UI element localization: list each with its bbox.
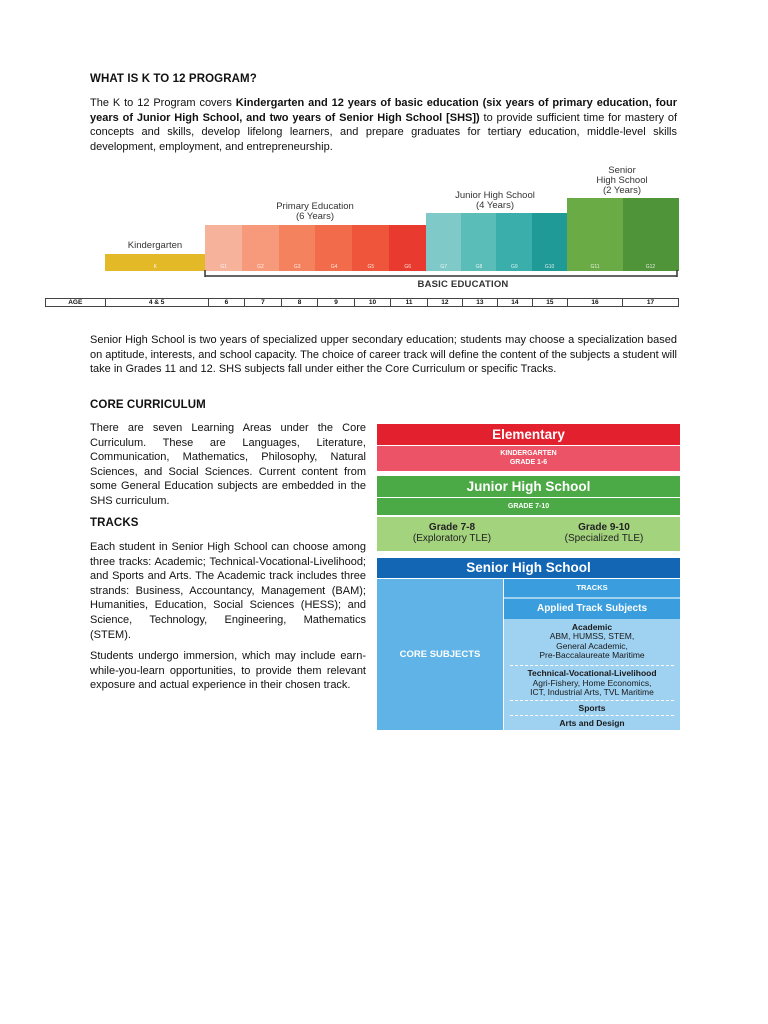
stair-step-g8 xyxy=(461,213,497,271)
divider-academic-tvl xyxy=(510,665,674,666)
age-header: AGE xyxy=(46,299,106,306)
elementary-band: Elementary xyxy=(377,424,680,445)
grade-9-10-title: Grade 9-10 xyxy=(578,522,630,533)
academic-line-1: ABM, HUMSS, STEM, xyxy=(549,631,635,642)
age-cell: 4 & 5 xyxy=(106,299,209,306)
immersion-paragraph: Students undergo immersion, which may include earn-while-you-learn opportunities, to provide them relevant exposure and actual experience in their chosen track. xyxy=(90,650,366,692)
age-cell: 7 xyxy=(245,299,282,306)
stair-step-grade-label: G9 xyxy=(510,264,518,270)
page-heading: WHAT IS K TO 12 PROGRAM? xyxy=(90,73,257,85)
stair-step-grade-label: G5 xyxy=(367,264,375,270)
academic-title: Academic xyxy=(571,622,613,632)
intro-bold-text: Kindergarten and 12 years of basic education (six years of primary education, four years of Junior High School, and two years of Senior High School [SHS]) xyxy=(90,97,677,124)
stair-step-grade-label: G1 xyxy=(220,264,227,270)
intro-text-1: The K to 12 Program covers xyxy=(90,97,236,109)
arts-design-track: Arts and Design xyxy=(559,718,625,728)
shs-paragraph: Senior High School is two years of specialized upper secondary education; students may choose a specialization based on aptitude, interests, and school capacity. The choice of career track will define the content of the subjects a student will take in Grades 11 and 12. SHS subjects fall under either the Core Curriculum or specific Tracks. xyxy=(90,334,677,376)
jhs-band: Junior High School xyxy=(377,476,680,497)
academic-track xyxy=(504,621,680,663)
stair-step-grade-label: K xyxy=(153,264,157,270)
stair-step-grade-label: G3 xyxy=(293,264,301,270)
intro-text-2: to provide sufficient time for mastery of concepts and skills, develop lifelong learners, and prepare graduates for tertiary education, middle-level skills development, employment, and entrepreneurship. xyxy=(90,111,678,153)
age-cell: 14 xyxy=(498,299,533,306)
elementary-sub-kindergarten: KINDERGARTEN xyxy=(500,450,557,457)
age-cell: 8 xyxy=(282,299,319,306)
age-cell: 16 xyxy=(568,299,623,306)
stair-step-grade-label: G12 xyxy=(645,264,656,270)
jhs-label xyxy=(430,191,560,211)
stair-step-grade-label: G8 xyxy=(475,264,483,270)
tvl-line-2: ICT, Industrial Arts, TVL Maritime xyxy=(530,687,654,698)
shs-years: (2 Years) xyxy=(602,185,642,196)
tvl-line-1: Agri-Fishery, Home Economics, xyxy=(532,677,652,688)
stair-step-grade-label: G2 xyxy=(257,264,264,270)
age-cell: 11 xyxy=(391,299,428,306)
tracks-heading: TRACKS xyxy=(90,517,139,529)
grade-9-10-sub: (Specialized TLE) xyxy=(564,533,644,544)
academic-line-2: General Academic, xyxy=(556,640,628,651)
tracks-header: TRACKS xyxy=(504,579,680,597)
grade-7-8-block xyxy=(377,522,527,544)
stair-step-g11 xyxy=(567,198,623,271)
jhs-sub-band: GRADE 7-10 xyxy=(377,498,680,515)
kindergarten-label: Kindergarten xyxy=(127,240,183,251)
stair-step-g4 xyxy=(315,225,352,271)
stair-step-grade-label: G10 xyxy=(544,264,555,270)
jhs-years: (4 Years) xyxy=(475,200,515,211)
grade-9-10-block xyxy=(529,522,679,544)
k12-staircase-chart xyxy=(0,0,768,300)
stair-step-k xyxy=(105,254,206,271)
jhs-grades-band xyxy=(377,517,680,551)
age-cell: 13 xyxy=(463,299,498,306)
basic-education-label: BASIC EDUCATION xyxy=(417,279,509,290)
stair-step-grade-label: G11 xyxy=(590,264,600,270)
applied-track-subjects: Applied Track Subjects xyxy=(504,599,680,619)
shs-title-2: High School xyxy=(596,175,648,186)
tracks-column xyxy=(504,579,680,730)
jhs-title: Junior High School xyxy=(455,190,535,201)
grade-7-8-title: Grade 7-8 xyxy=(428,522,476,533)
stair-step-g10 xyxy=(532,213,568,271)
age-table xyxy=(45,298,679,307)
stair-step-grade-label: G7 xyxy=(440,264,448,270)
shs-label xyxy=(572,166,672,196)
stair-step-g5 xyxy=(352,225,389,271)
stair-step-g9 xyxy=(496,213,532,271)
stair-step-grade-label: G4 xyxy=(330,264,338,270)
primary-education-title: Primary Education xyxy=(276,201,354,212)
age-cell: 6 xyxy=(209,299,246,306)
tracks-paragraph: Each student in Senior High School can choose among three tracks: Academic; Technical-Vocational-Livelihood; and Sports and Arts. The Academic track includes three strands: Business, Accountancy, Management (BAM); Humanities, Education, Social Sciences (HESS); and Science, Technology, Engineering, Mathematics (STEM). xyxy=(90,541,366,641)
academic-line-3: Pre-Baccalaureate Maritime xyxy=(539,650,645,661)
primary-education-years: (6 Years) xyxy=(295,211,335,222)
tvl-title: Technical-Vocational-Livelihood xyxy=(527,668,657,678)
core-curriculum-paragraph: There are seven Learning Areas under the Core Curriculum. These are Languages, Literature, Communication, Mathematics, Philosophy, Natural Sciences, and Social Sciences. Current content from some General Education subjects are embedded in the SHS curriculum. xyxy=(90,422,366,507)
elementary-sub-grades: GRADE 1-6 xyxy=(509,458,548,466)
stair-step-grade-label: G6 xyxy=(404,264,411,270)
stair-step-g7 xyxy=(426,213,462,271)
age-cell: 10 xyxy=(355,299,392,306)
divider-sports-arts xyxy=(510,715,674,716)
stair-step-g6 xyxy=(389,225,426,271)
primary-education-label xyxy=(250,202,380,222)
shs-title-1: Senior xyxy=(608,165,636,176)
grade-7-8-sub: (Exploratory TLE) xyxy=(412,533,492,544)
elementary-sub-band xyxy=(377,446,680,471)
sports-track: Sports xyxy=(578,703,606,713)
core-subjects-cell: CORE SUBJECTS xyxy=(377,579,503,730)
age-cell: 9 xyxy=(318,299,355,306)
age-cell: 15 xyxy=(533,299,568,306)
stair-step-g1 xyxy=(205,225,242,271)
stair-step-g2 xyxy=(242,225,279,271)
divider-tvl-sports xyxy=(510,700,674,701)
core-curriculum-heading: CORE CURRICULUM xyxy=(90,399,206,411)
shs-band: Senior High School xyxy=(377,558,680,578)
stair-step-g12 xyxy=(623,198,679,271)
age-cell: 17 xyxy=(646,299,655,306)
tvl-track xyxy=(504,667,680,699)
age-cell: 12 xyxy=(428,299,463,306)
stair-step-g3 xyxy=(279,225,316,271)
